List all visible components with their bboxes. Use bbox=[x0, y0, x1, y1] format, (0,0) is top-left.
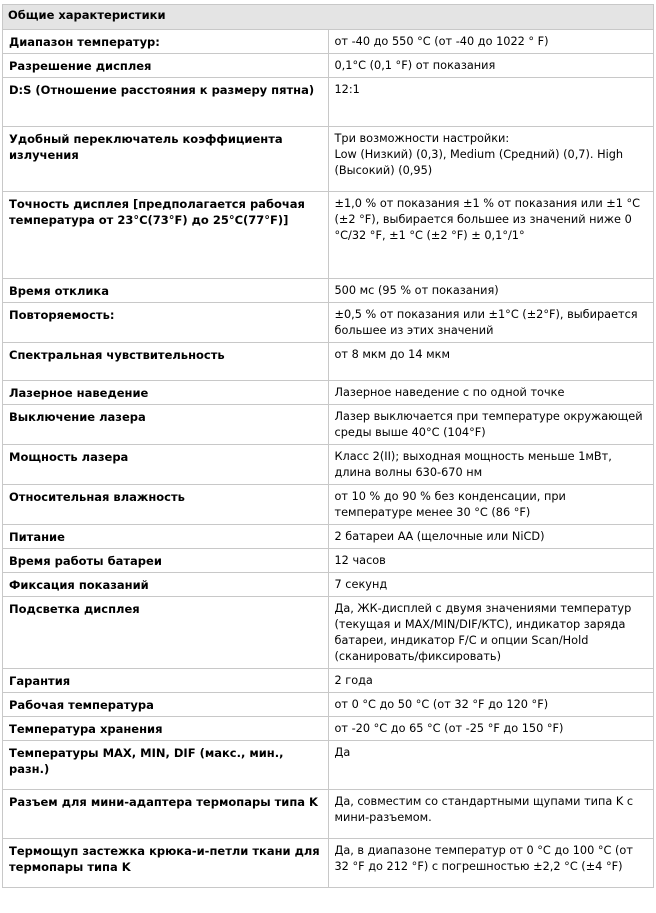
spec-value-line: Low (Низкий) (0,3), Medium (Средний) (0,7). High (Высокий) (0,95) bbox=[334, 148, 624, 177]
spec-value bbox=[328, 30, 654, 54]
table-row bbox=[3, 669, 654, 693]
spec-value bbox=[328, 127, 654, 192]
spec-label: Время работы батареи bbox=[3, 549, 329, 573]
spec-value bbox=[328, 445, 654, 485]
spec-label: Гарантия bbox=[3, 669, 329, 693]
table-row bbox=[3, 381, 654, 405]
spec-label: Относительная влажность bbox=[3, 485, 329, 525]
table-row bbox=[3, 279, 654, 303]
spec-value bbox=[328, 54, 654, 78]
spec-label: Мощность лазера bbox=[3, 445, 329, 485]
spec-value-line: Да, в диапазоне температур от 0 °C до 100 °C (от 32 °F до 212 °F) с погрешностью ±2,2 °C (±4 °F) bbox=[334, 844, 633, 873]
specifications-table bbox=[2, 4, 654, 888]
spec-value-line: Три возможности настройки: bbox=[334, 132, 510, 145]
table-row bbox=[3, 525, 654, 549]
spec-label: Питание bbox=[3, 525, 329, 549]
spec-value-line: от 10 % до 90 % без конденсации, при температуре менее 30 °C (86 °F) bbox=[334, 490, 566, 519]
spec-label: Температура хранения bbox=[3, 717, 329, 741]
table-row bbox=[3, 405, 654, 445]
spec-label: Диапазон температур: bbox=[3, 30, 329, 54]
spec-value bbox=[328, 790, 654, 839]
spec-value bbox=[328, 597, 654, 669]
table-row bbox=[3, 790, 654, 839]
spec-label: Подсветка дисплея bbox=[3, 597, 329, 669]
spec-value bbox=[328, 549, 654, 573]
spec-value-line: ±1,0 % от показания ±1 % от показания или ±1 °C (±2 °F), выбирается большее из значений ниже 0 °C/32 °F, ±1 °C (±2 °F) ± 0,1°/1° bbox=[334, 197, 641, 242]
spec-label: Температуры MAX, MIN, DIF (макс., мин., разн.) bbox=[3, 741, 329, 790]
spec-label: Удобный переключатель коэффициента излучения bbox=[3, 127, 329, 192]
spec-label: Повторяемость: bbox=[3, 303, 329, 343]
spec-label: Разрешение дисплея bbox=[3, 54, 329, 78]
table-row bbox=[3, 549, 654, 573]
table-row bbox=[3, 54, 654, 78]
table-body bbox=[3, 30, 654, 888]
spec-value-line: Класс 2(II); выходная мощность меньше 1мВт, длина волны 630-670 нм bbox=[334, 450, 612, 479]
table-row bbox=[3, 693, 654, 717]
table-row bbox=[3, 741, 654, 790]
spec-value-line: ±0,5 % от показания или ±1°C (±2°F), выбирается большее из этих значений bbox=[334, 308, 638, 337]
spec-value bbox=[328, 669, 654, 693]
spec-value-line: от -20 °C до 65 °C (от -25 °F до 150 °F) bbox=[334, 722, 564, 735]
spec-label: Лазерное наведение bbox=[3, 381, 329, 405]
table-row bbox=[3, 192, 654, 279]
spec-label: D:S (Отношение расстояния к размеру пятна) bbox=[3, 78, 329, 127]
spec-value-line: Да bbox=[334, 746, 351, 759]
table-row bbox=[3, 485, 654, 525]
spec-value bbox=[328, 693, 654, 717]
spec-value-line: 12:1 bbox=[334, 83, 360, 96]
spec-label: Время отклика bbox=[3, 279, 329, 303]
spec-value bbox=[328, 573, 654, 597]
spec-value-line: 500 мс (95 % от показания) bbox=[334, 284, 499, 297]
spec-value bbox=[328, 192, 654, 279]
spec-value bbox=[328, 381, 654, 405]
spec-value-line: 12 часов bbox=[334, 554, 386, 567]
table-row bbox=[3, 573, 654, 597]
spec-value-line: Лазер выключается при температуре окружающей среды выше 40°C (104°F) bbox=[334, 410, 643, 439]
spec-label: Выключение лазера bbox=[3, 405, 329, 445]
table-row bbox=[3, 445, 654, 485]
spec-label: Спектральная чувствительность bbox=[3, 343, 329, 381]
spec-value bbox=[328, 485, 654, 525]
spec-value bbox=[328, 78, 654, 127]
spec-value bbox=[328, 343, 654, 381]
spec-value-line: от 0 °C до 50 °C (от 32 °F до 120 °F) bbox=[334, 698, 549, 711]
spec-label: Термощуп застежка крюка-и-петли ткани для термопары типа K bbox=[3, 839, 329, 888]
spec-value-line: от 8 мкм до 14 мкм bbox=[334, 348, 450, 361]
spec-label: Разъем для мини-адаптера термопары типа K bbox=[3, 790, 329, 839]
spec-value bbox=[328, 839, 654, 888]
table-row bbox=[3, 303, 654, 343]
spec-value-line: 7 секунд bbox=[334, 578, 388, 591]
table-header-row bbox=[3, 5, 654, 30]
spec-label: Точность дисплея [предполагается рабочая температура от 23°C(73°F) до 25°C(77°F)] bbox=[3, 192, 329, 279]
spec-value-line: Да, ЖК-дисплей с двумя значениями температур (текущая и MAX/MIN/DIF/КТС), индикатор заряда батареи, индикатор F/C и опции Scan/Hold (сканировать/фиксировать) bbox=[334, 602, 632, 663]
table-title: Общие характеристики bbox=[3, 5, 654, 30]
table-row bbox=[3, 343, 654, 381]
table-row bbox=[3, 78, 654, 127]
table-row bbox=[3, 717, 654, 741]
spec-value-line: 2 года bbox=[334, 674, 373, 687]
table-row bbox=[3, 839, 654, 888]
spec-value bbox=[328, 303, 654, 343]
spec-value-line: 2 батареи АА (щелочные или NiCD) bbox=[334, 530, 545, 543]
table-row bbox=[3, 30, 654, 54]
spec-value bbox=[328, 405, 654, 445]
spec-value bbox=[328, 741, 654, 790]
spec-label: Фиксация показаний bbox=[3, 573, 329, 597]
spec-value-line: Лазерное наведение с по одной точке bbox=[334, 386, 565, 399]
table-row bbox=[3, 127, 654, 192]
spec-value bbox=[328, 717, 654, 741]
spec-value bbox=[328, 525, 654, 549]
table-row bbox=[3, 597, 654, 669]
spec-value-line: 0,1°C (0,1 °F) от показания bbox=[334, 59, 496, 72]
spec-value-line: Да, совместим со стандартными щупами типа K с мини-разъемом. bbox=[334, 795, 634, 824]
spec-value bbox=[328, 279, 654, 303]
spec-value-line: от -40 до 550 °C (от -40 до 1022 ° F) bbox=[334, 35, 549, 48]
spec-label: Рабочая температура bbox=[3, 693, 329, 717]
